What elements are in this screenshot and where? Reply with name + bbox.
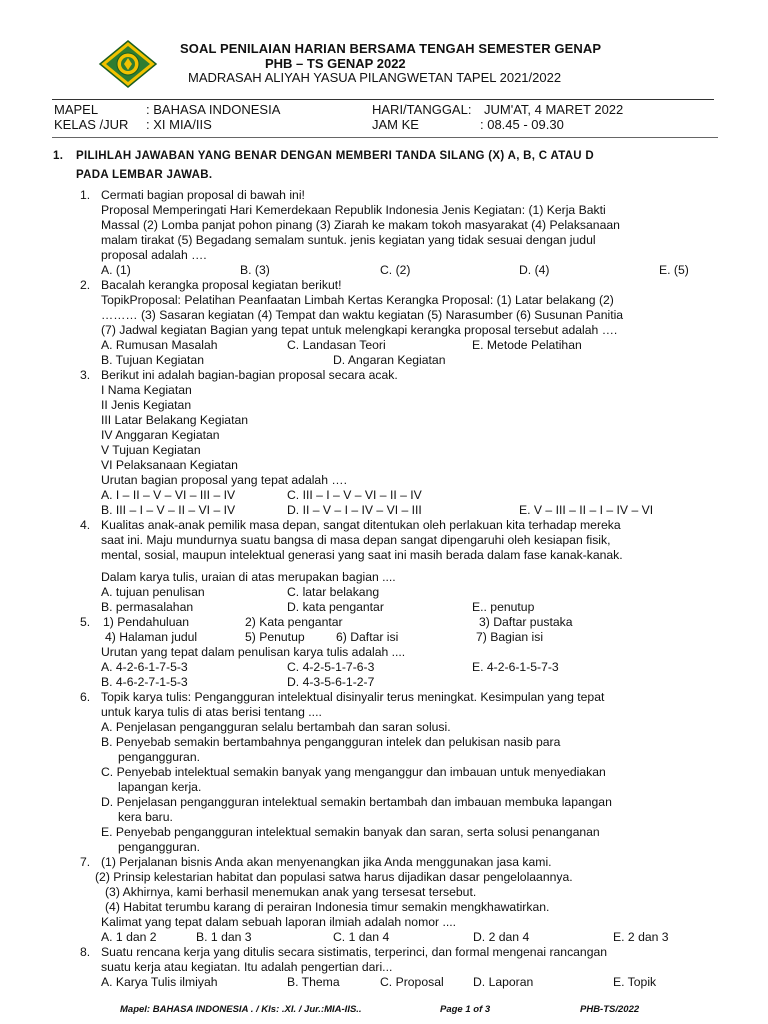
- option-a[interactable]: A. Rumusan Masalah: [101, 338, 218, 352]
- question-number: 3.: [80, 368, 91, 382]
- option-d-cont: kera baru.: [118, 810, 173, 824]
- question-number: 2.: [80, 278, 91, 292]
- question-text: malam tirakat (5) Begadang semalam suntuk. jenis kegiatan yang tidak sesuai dengan judul: [101, 233, 596, 247]
- kelas-label: KELAS /JUR: [54, 117, 129, 132]
- list-item: IV Anggaran Kegiatan: [101, 428, 220, 442]
- exam-title: SOAL PENILAIAN HARIAN BERSAMA TENGAH SEMESTER GENAP: [180, 41, 602, 56]
- header-divider: [52, 99, 714, 100]
- list-item: V Tujuan Kegiatan: [101, 443, 201, 457]
- option-d[interactable]: D. II – V – I – IV – VI – III: [287, 503, 422, 517]
- list-item: I Nama Kegiatan: [101, 383, 192, 397]
- hari-value: JUM'AT, 4 MARET 2022: [484, 102, 624, 117]
- option-b[interactable]: B. 4-6-2-7-1-5-3: [101, 675, 188, 689]
- option-e[interactable]: E. (5): [659, 263, 689, 277]
- list-item: 6) Daftar isi: [336, 630, 399, 644]
- option-d[interactable]: D. Angaran Kegiatan: [333, 353, 446, 367]
- option-a[interactable]: A. Penjelasan pengangguran selalu bertambah dan saran solusi.: [101, 720, 451, 734]
- option-a[interactable]: A. Karya Tulis ilmiyah: [101, 975, 218, 989]
- list-item: 7) Bagian isi: [476, 630, 544, 644]
- school-logo-emblem-icon: [98, 40, 158, 88]
- question-text: Massal (2) Lomba panjat pohon pinang (3) Ziarah ke makam tokoh masyarakat (4) Pelaksanaan: [101, 218, 620, 232]
- question-text: Urutan yang tepat dalam penulisan karya tulis adalah ....: [101, 645, 406, 659]
- jam-value: : 08.45 - 09.30: [480, 117, 564, 132]
- option-c[interactable]: C. Penyebab intelektual semakin banyak yang menganggur dan imbauan untuk menyediakan: [101, 765, 606, 779]
- footer-mapel: Mapel: BAHASA INDONESIA . / Kls: .XI. / Jur.:MIA-IIS..: [120, 1004, 362, 1015]
- option-c[interactable]: C. 1 dan 4: [333, 930, 390, 944]
- option-e[interactable]: E. V – III – II – I – IV – VI: [519, 503, 654, 517]
- question-text: saat ini. Maju mundurnya suatu bangsa di masa depan sangat dipengaruhi oleh kesiapan fisik,: [101, 533, 611, 547]
- mapel-value: : BAHASA INDONESIA: [146, 102, 281, 117]
- option-e-cont: pengangguran.: [118, 840, 201, 854]
- option-c[interactable]: C. latar belakang: [287, 585, 380, 599]
- statement: (3) Akhirnya, kami berhasil menemukan anak yang tersesat tersebut.: [105, 885, 477, 899]
- question-text: Suatu rencana kerja yang ditulis secara sistimatis, terperinci, dan formal mengenai rancangan: [101, 945, 608, 959]
- footer-code: PHB-TS/2022: [580, 1004, 640, 1015]
- question-text: (7) Jadwal kegiatan Bagian yang tepat untuk melengkapi kerangka proposal tersebut adalah ….: [101, 323, 618, 337]
- question-text: suatu kerja atau kegiatan. Itu adalah pengertian dari...: [101, 960, 393, 974]
- list-item: 2) Kata pengantar: [245, 615, 343, 629]
- instruction-line-1: PILIHLAH JAWABAN YANG BENAR DENGAN MEMBERI TANDA SILANG (X) A, B, C ATAU D: [76, 150, 594, 162]
- question-text: Kalimat yang tepat dalam sebuah laporan ilmiah adalah nomor ....: [101, 915, 457, 929]
- statement: (2) Prinsip kelestarian habitat dan populasi satwa harus dijadikan dasar pengelolaannya.: [95, 870, 573, 884]
- jam-label: JAM KE: [372, 117, 419, 132]
- question-text: proposal adalah ….: [101, 248, 207, 262]
- statement: (4) Habitat terumbu karang di perairan Indonesia timur semakin mengkhawatirkan.: [105, 900, 550, 914]
- list-item: III Latar Belakang Kegiatan: [101, 413, 249, 427]
- mapel-label: MAPEL: [54, 102, 99, 117]
- question-number: 4.: [80, 518, 91, 532]
- question-text: Kualitas anak-anak pemilik masa depan, sangat ditentukan oleh perlakuan kita terhadap mereka: [101, 518, 621, 532]
- option-b[interactable]: B. Penyebab semakin bertambahnya pengangguran intelek dan pelukisan nasib para: [101, 735, 561, 749]
- kelas-value: : XI MIA/IIS: [146, 117, 212, 132]
- list-item: VI Pelaksanaan Kegiatan: [101, 458, 238, 472]
- option-b-cont: pengangguran.: [118, 750, 201, 764]
- list-item: 5) Penutup: [245, 630, 305, 644]
- option-d[interactable]: D. kata pengantar: [287, 600, 384, 614]
- question-text: untuk karya tulis di atas berisi tentang ....: [101, 705, 322, 719]
- option-a[interactable]: A. 4-2-6-1-7-5-3: [101, 660, 188, 674]
- question-number: 8.: [80, 945, 91, 959]
- option-a[interactable]: A. (1): [101, 263, 131, 277]
- option-e[interactable]: E. 4-2-6-1-5-7-3: [472, 660, 559, 674]
- option-a[interactable]: A. 1 dan 2: [101, 930, 157, 944]
- statement: (1) Perjalanan bisnis Anda akan menyenangkan jika Anda menggunakan jasa kami.: [101, 855, 552, 869]
- option-d[interactable]: D. 4-3-5-6-1-2-7: [287, 675, 375, 689]
- meta-divider: [52, 137, 718, 138]
- option-d[interactable]: D. Penjelasan pengangguran intelektual semakin bertambah dan imbauan membuka lapangan: [101, 795, 612, 809]
- question-text: Topik karya tulis: Pengangguran intelektual disinyalir terus meningkat. Kesimpulan yang tepat: [101, 690, 605, 704]
- hari-label: HARI/TANGGAL:: [372, 102, 472, 117]
- option-c[interactable]: C. Landasan Teori: [287, 338, 386, 352]
- option-b[interactable]: B. Thema: [287, 975, 340, 989]
- question-text: TopikProposal: Pelatihan Peanfaatan Limbah Kertas Kerangka Proposal: (1) Latar belakang (2): [101, 293, 614, 307]
- option-a[interactable]: A. tujuan penulisan: [101, 585, 205, 599]
- question-number: 6.: [80, 690, 91, 704]
- option-b[interactable]: B. (3): [240, 263, 270, 277]
- question-text: Dalam karya tulis, uraian di atas merupakan bagian ....: [101, 570, 396, 584]
- option-d[interactable]: D. Laporan: [473, 975, 534, 989]
- question-number: 7.: [80, 855, 91, 869]
- option-e[interactable]: E. 2 dan 3: [613, 930, 669, 944]
- option-c[interactable]: C. 4-2-5-1-7-6-3: [287, 660, 375, 674]
- question-text: ……… (3) Sasaran kegiatan (4) Tempat dan waktu kegiatan (5) Narasumber (6) Susunan Panitia: [101, 308, 624, 322]
- question-text: Urutan bagian proposal yang tepat adalah ….: [101, 473, 347, 487]
- option-c-cont: lapangan kerja.: [118, 780, 202, 794]
- option-b[interactable]: B. III – I – V – II – VI – IV: [101, 503, 236, 517]
- exam-subtitle: PHB – TS GENAP 2022: [265, 56, 406, 71]
- list-item: 3) Daftar pustaka: [479, 615, 573, 629]
- list-item: 1) Pendahuluan: [103, 615, 190, 629]
- option-c[interactable]: C. III – I – V – VI – II – IV: [287, 488, 422, 502]
- instruction-number: 1.: [53, 150, 64, 162]
- option-e[interactable]: E. Penyebab pengangguran intelektual semakin banyak dan saran, serta solusi penanganan: [101, 825, 600, 839]
- option-e[interactable]: E. Topik: [613, 975, 657, 989]
- option-b[interactable]: B. permasalahan: [101, 600, 194, 614]
- question-text: Proposal Memperingati Hari Kemerdekaan Republik Indonesia Jenis Kegiatan: (1) Kerja Bakti: [101, 203, 606, 217]
- list-item: II Jenis Kegiatan: [101, 398, 192, 412]
- option-e[interactable]: E. Metode Pelatihan: [472, 338, 582, 352]
- footer-page-number: Page 1 of 3: [440, 1004, 491, 1015]
- instruction-line-2: PADA LEMBAR JAWAB.: [76, 169, 213, 181]
- question-text: mental, sosial, maupun intelektual generasi yang saat ini masih berada dalam fase kanak-kanak.: [101, 548, 623, 562]
- question-text: Bacalah kerangka proposal kegiatan berikut!: [101, 278, 342, 292]
- question-text: Cermati bagian proposal di bawah ini!: [101, 188, 305, 202]
- question-number: 5.: [80, 615, 91, 629]
- school-name: MADRASAH ALIYAH YASUA PILANGWETAN TAPEL 2021/2022: [188, 70, 562, 85]
- option-c[interactable]: C. Proposal: [380, 975, 444, 989]
- question-text: Berikut ini adalah bagian-bagian proposal secara acak.: [101, 368, 398, 382]
- option-b[interactable]: B. 1 dan 3: [196, 930, 252, 944]
- question-number: 1.: [80, 188, 91, 202]
- option-c[interactable]: C. (2): [380, 263, 411, 277]
- option-b[interactable]: B. Tujuan Kegiatan: [101, 353, 204, 367]
- option-a[interactable]: A. I – II – V – VI – III – IV: [101, 488, 236, 502]
- list-item: 4) Halaman judul: [105, 630, 198, 644]
- option-d[interactable]: D. (4): [519, 263, 550, 277]
- option-d[interactable]: D. 2 dan 4: [473, 930, 530, 944]
- option-e[interactable]: E.. penutup: [472, 600, 535, 614]
